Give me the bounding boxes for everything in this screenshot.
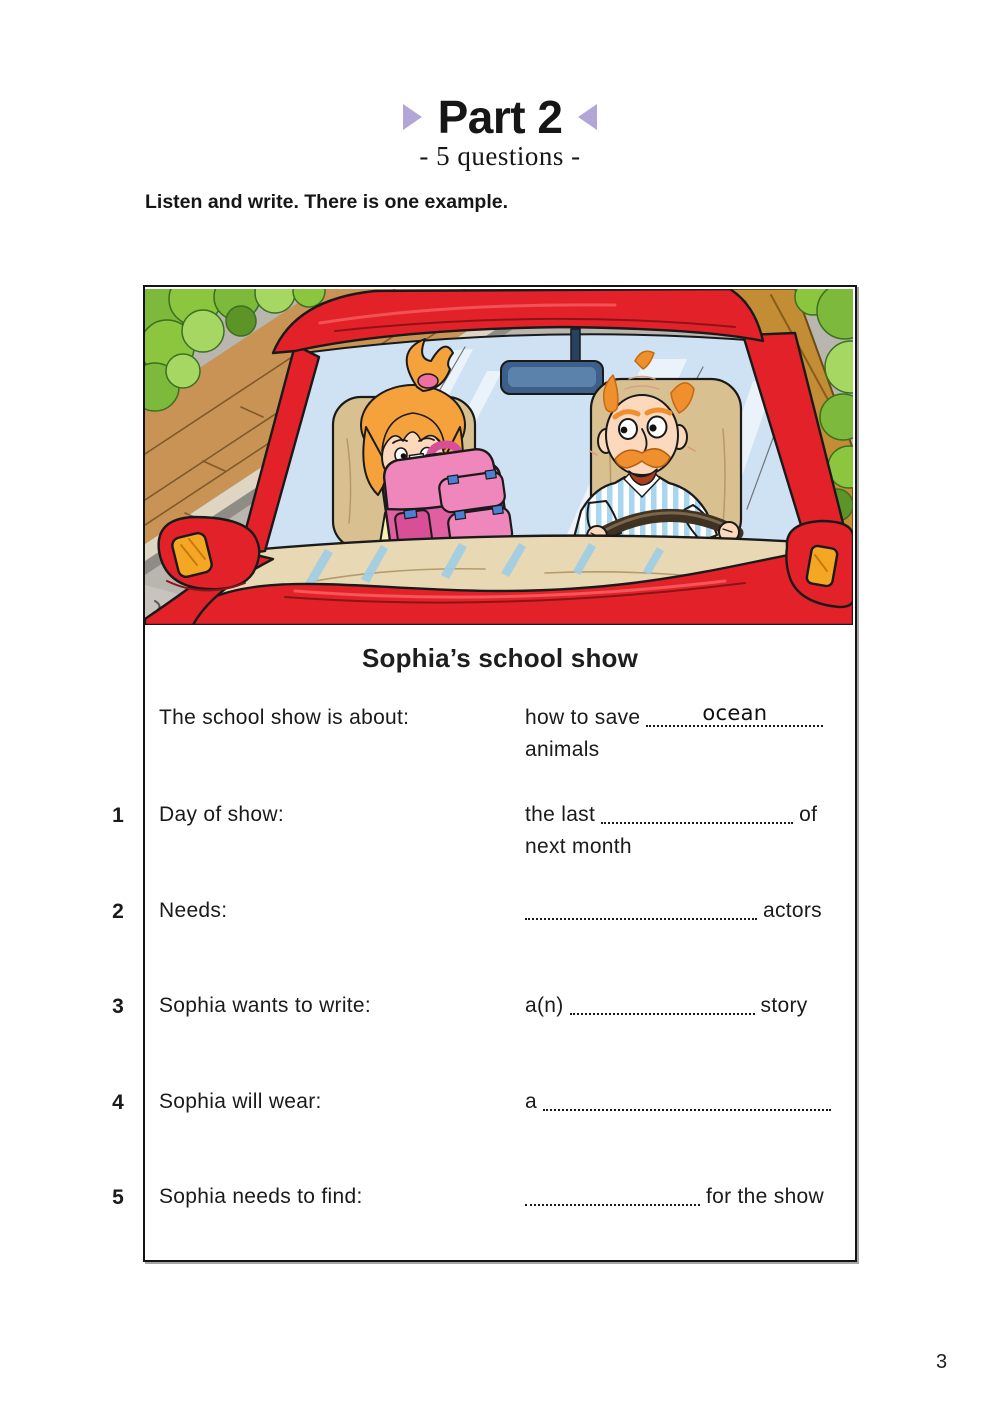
page-number: 3 (936, 1351, 948, 1373)
question-3-label: Sophia wants to write: (159, 994, 372, 1017)
questions-count-subtitle: - 5 questions - (419, 141, 581, 171)
question-5-number: 5 (112, 1186, 124, 1209)
part-title: Part 2 (437, 91, 563, 143)
worksheet-frame (143, 285, 857, 1262)
question-5-answer-area (525, 1181, 845, 1213)
question-4-blank (543, 1095, 831, 1111)
left-triangle-icon (578, 104, 597, 130)
question-1-line2: next month (525, 835, 632, 858)
task-instruction: Listen and write. There is one example. (145, 191, 509, 213)
question-2-blank (525, 904, 757, 920)
question-1-answer-area (525, 799, 845, 863)
example-answer-area (525, 702, 845, 766)
question-5-suffix: for the show (706, 1185, 824, 1208)
right-triangle-icon (403, 104, 422, 130)
question-1-suffix: of (799, 803, 818, 826)
question-3-answer-area (525, 990, 845, 1022)
question-1-blank (601, 808, 793, 824)
example-answer-blank (646, 701, 823, 727)
question-1-number: 1 (112, 804, 124, 827)
question-5-blank (525, 1190, 700, 1206)
question-2-answer-area (525, 895, 845, 927)
question-4-prefix: a (525, 1090, 537, 1113)
part-header (0, 90, 1000, 144)
question-4-label: Sophia will wear: (159, 1090, 322, 1113)
example-line2: animals (525, 738, 600, 761)
question-3-number: 3 (112, 995, 124, 1018)
question-3-suffix: story (760, 994, 808, 1017)
example-prefix: how to save (525, 706, 641, 729)
question-1-label: Day of show: (159, 803, 284, 826)
question-2-suffix: actors (763, 899, 822, 922)
question-2-number: 2 (112, 900, 124, 923)
question-1-prefix: the last (525, 803, 596, 826)
question-2-label: Needs: (159, 899, 228, 922)
example-answer-text: ocean (702, 701, 768, 725)
question-3-blank (570, 999, 755, 1015)
question-5-label: Sophia needs to find: (159, 1185, 363, 1208)
example-label: The school show is about: (159, 706, 410, 729)
car-scene-illustration (145, 289, 853, 625)
question-3-prefix: a(n) (525, 994, 564, 1017)
question-4-number: 4 (112, 1091, 124, 1114)
worksheet-title: Sophia’s school show (361, 643, 639, 673)
question-4-answer-area (525, 1086, 845, 1118)
